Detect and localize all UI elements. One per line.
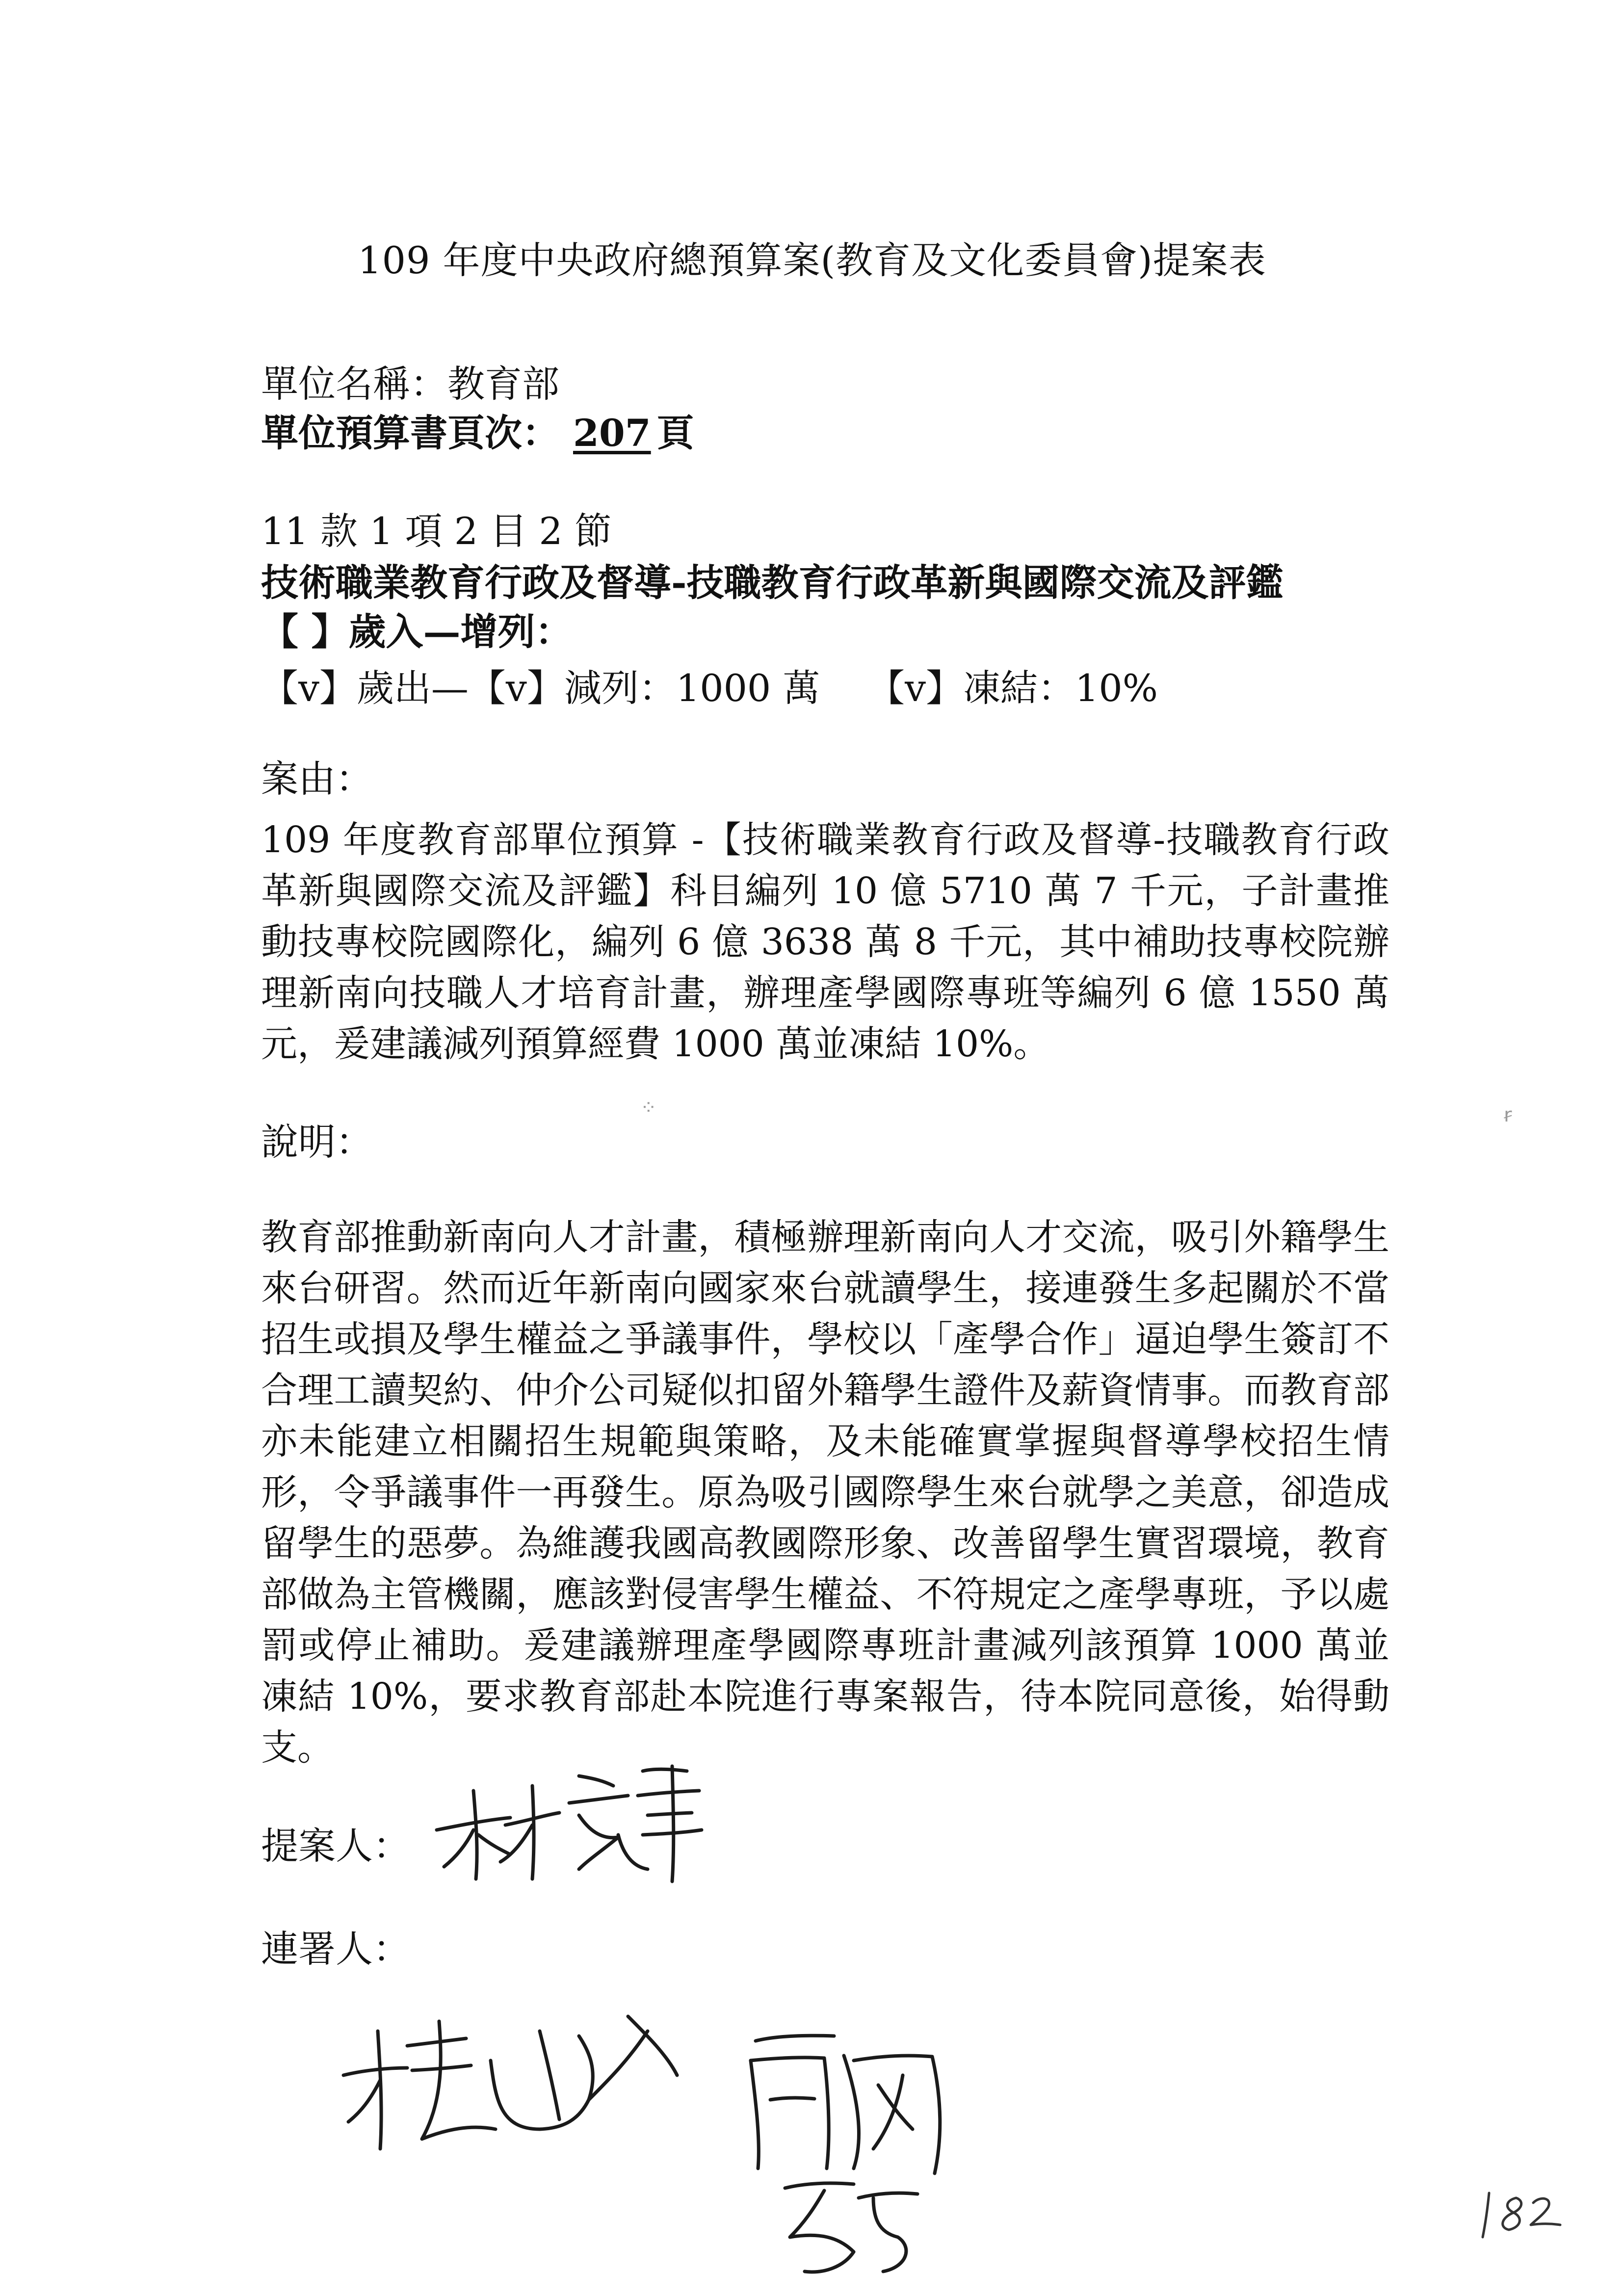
budget-page-line (261, 411, 694, 455)
scan-speck: ꞧ (1504, 1104, 1512, 1126)
expenditure-line: 【v】歲出—【v】減列：1000 萬 【v】凍結：10% (261, 666, 1158, 710)
scan-speck: ⁘ (640, 1096, 657, 1119)
cosigner-label: 連署人： (261, 1927, 410, 1971)
reason-label: 案由： (261, 757, 373, 801)
budget-page-suffix: 頁 (656, 411, 694, 455)
cosigner-signatures-image (334, 2002, 1045, 2276)
unit-name: 單位名稱：教育部 (261, 362, 559, 406)
page-mark-image (1477, 2178, 1565, 2242)
proposer-signature-image (432, 1756, 707, 1884)
reason-text: 109 年度教育部單位預算 -【技術職業教育行政及督導-技職教育行政革新與國際交流及評鑑】科目編列 10 億 5710 萬 7 千元，子計畫推動技專校院國際化，編列 6 億 3638 萬 8 千元，其中補助技專校院辦理新南向技職人才培育計畫，辦理產學國際專班等編列 6 億 1550 萬元，爰建議減列預算經費 1000 萬並凍結 10%。 (261, 819, 1389, 1065)
explanation-label: 說明： (261, 1120, 373, 1164)
budget-page-number: 207 (573, 411, 651, 455)
program-name: 技術職業教育行政及督導-技職教育行政革新與國際交流及評鑑 (261, 561, 1283, 604)
document-title: 109 年度中央政府總預算案(教育及文化委員會)提案表 (358, 238, 1266, 282)
proposer-label: 提案人： (261, 1824, 410, 1868)
revenue-line: 【 】歲入—增列： (261, 610, 573, 653)
budget-page-label: 單位預算書頁次： (261, 411, 559, 455)
section-code: 11 款 1 項 2 目 2 節 (261, 509, 612, 553)
explanation-text: 教育部推動新南向人才計畫，積極辦理新南向人才交流，吸引外籍學生來台研習。然而近年新南向國家來台就讀學生，接連發生多起關於不當招生或損及學生權益之爭議事件，學校以「產學合作」逼迫學生簽訂不合理工讀契約、仲介公司疑似扣留外籍學生證件及薪資情事。而教育部亦未能建立相關招生規範與策略，及未能確實掌握與督導學校招生情形，令爭議事件一再發生。原為吸引國際學生來台就學之美意，卻造成留學生的惡夢。為維護我國高教國際形象、改善留學生實習環境，教育部做為主管機關，應該對侵害學生權益、不符規定之產學專班，予以處罰或停止補助。爰建議辦理產學國際專班計畫減列該預算 1000 萬並凍結 10%，要求教育部赴本院進行專案報告，待本院同意後，始得動支。 (261, 1216, 1389, 1769)
